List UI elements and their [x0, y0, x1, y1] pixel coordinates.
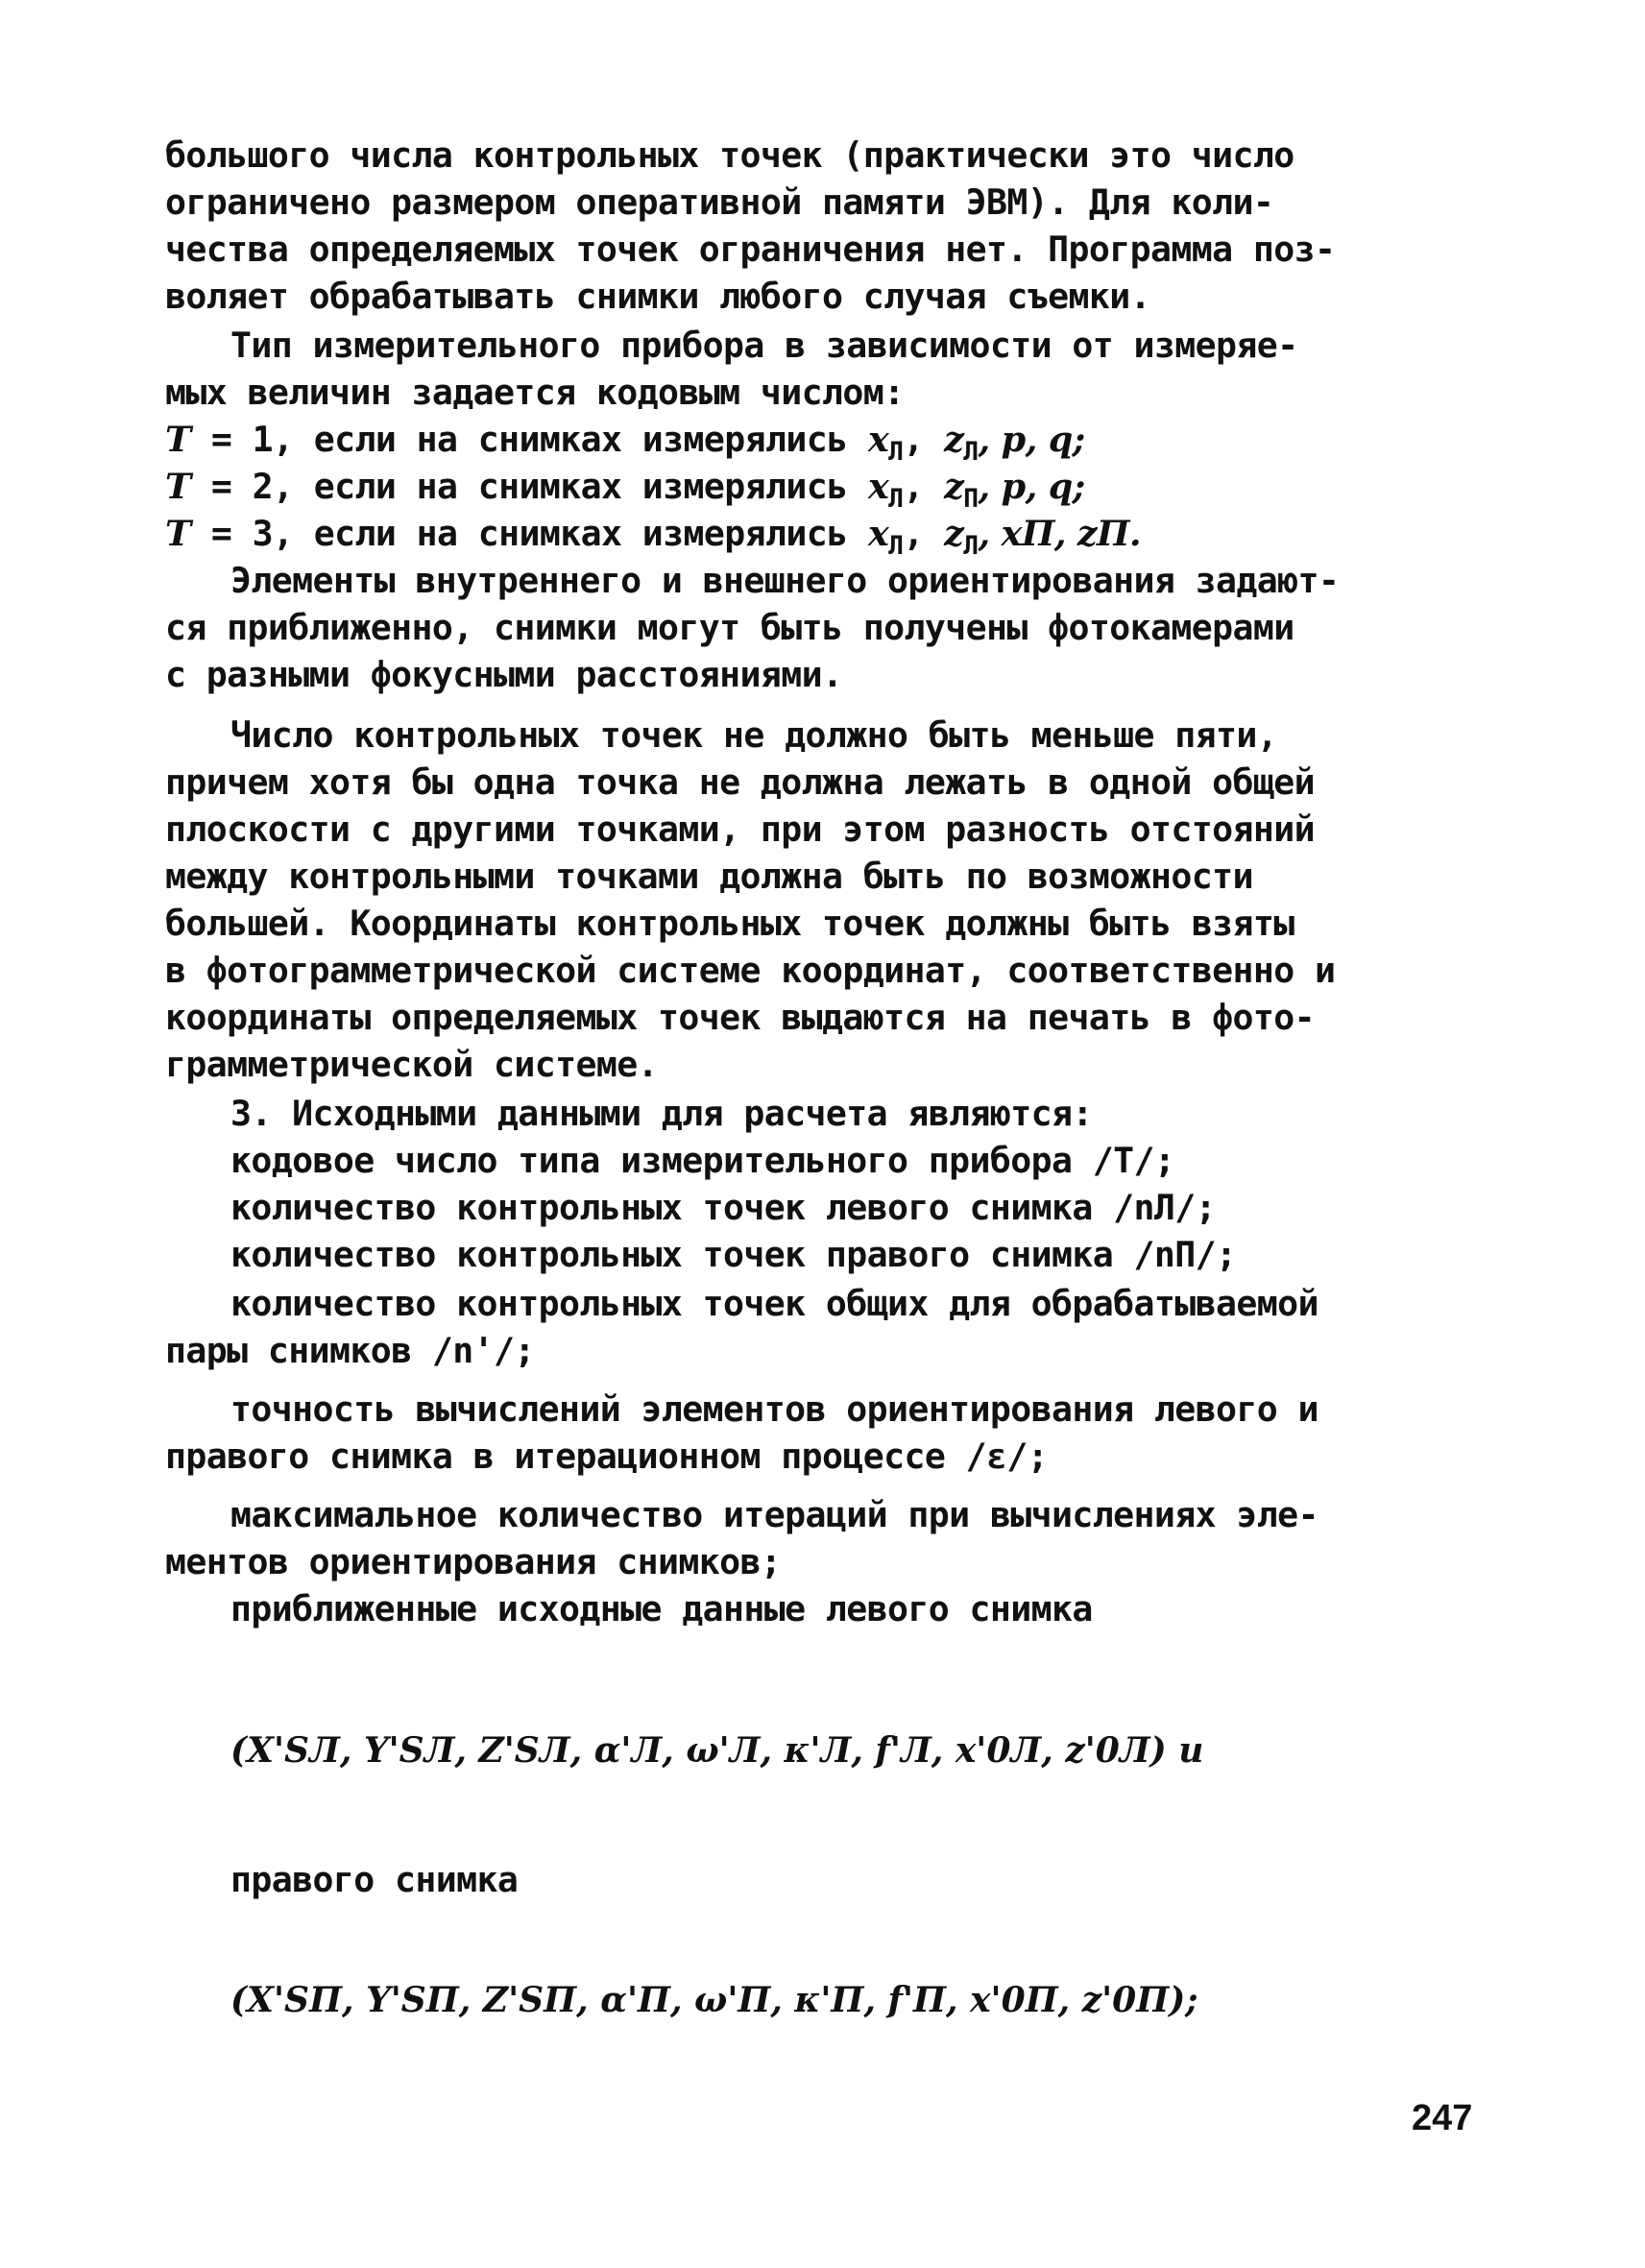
text-line: приближенные исходные данные левого снимка — [230, 1588, 1093, 1629]
text-line: большей. Координаты контрольных точек должны быть взяты — [165, 903, 1294, 944]
text-line: ментов ориентирования снимков; — [165, 1541, 782, 1582]
code-tail: , xП, zП. — [978, 513, 1142, 554]
code-tail: , p, q; — [978, 419, 1085, 460]
text-line: в фотограмметрической системе координат, соответственно и — [165, 950, 1336, 991]
code-sub: Л — [963, 532, 979, 562]
code-text: = 3, если на снимках измерялись — [190, 513, 868, 554]
text-line: координаты определяемых точек выдаются на печать в фото- — [165, 997, 1315, 1038]
code-line-3: T = 3, если на снимках измерялись $x_Л$, $z_Л$, xП, zП. — [165, 513, 1142, 562]
code-sub: Л — [888, 485, 904, 515]
text-line: мых величин задается кодовым числом: — [165, 372, 905, 413]
text-line: количество контрольных точек правого снимка /nП/; — [230, 1234, 1237, 1275]
code-var: T — [165, 466, 191, 507]
text-line: плоскости с другими точками, при этом разность отстояний — [165, 808, 1315, 850]
code-var: T — [165, 513, 191, 554]
page-number: 247 — [1412, 2098, 1473, 2138]
formula-left: (X'SЛ, Y'SЛ, Z'SЛ, α'Л, ω'Л, κ'Л, f'Л, x'0Л, z'0Л) и — [230, 1730, 1204, 1771]
text-line: Элементы внутреннего и внешнего ориентирования задают- — [230, 560, 1340, 601]
text-line: между контрольными точками должна быть по возможности — [165, 856, 1253, 897]
text-line: воляет обрабатывать снимки любого случая съемки. — [165, 276, 1150, 317]
text-line: ся приближенно, снимки могут быть получены фотокамерами — [165, 607, 1294, 648]
code-sub: Л — [963, 438, 979, 468]
text-line: максимальное количество итераций при вычислениях эле- — [230, 1494, 1318, 1535]
text-line: с разными фокусными расстояниями. — [165, 654, 843, 695]
text-line: кодовое число типа измерительного прибора /T/; — [230, 1140, 1175, 1181]
text-line: причем хотя бы одна точка не должна лежать в одной общей — [165, 761, 1315, 803]
formula-right: (X'SП, Y'SП, Z'SП, α'П, ω'П, κ'П, f'П, x'0П, z'0П); — [230, 1980, 1198, 2020]
code-text: = 2, если на снимках измерялись — [190, 466, 868, 507]
code-sub: Л — [888, 438, 904, 468]
text-line: правого снимка — [230, 1859, 519, 1900]
text-line: грамметрической системе. — [165, 1044, 658, 1085]
code-line-2: T = 2, если на снимках измерялись $x_Л$, $z_П$, p, q; — [165, 466, 1085, 515]
code-var: x — [867, 513, 889, 554]
code-tail: , p, q; — [978, 466, 1085, 507]
text-line: точность вычислений элементов ориентирования левого и — [230, 1388, 1318, 1430]
text-line: ограничено размером оперативной памяти ЭВМ). Для коли- — [165, 181, 1274, 223]
text-line: Тип измерительного прибора в зависимости от измеряе- — [230, 325, 1298, 366]
text-line: пары снимков /n'/; — [165, 1330, 535, 1371]
text-line: чества определяемых точек ограничения нет. Программа поз- — [165, 229, 1336, 270]
code-var: T — [165, 419, 191, 460]
text-line: правого снимка в итерационном процессе /ε/; — [165, 1436, 1049, 1477]
code-var: z — [944, 466, 964, 507]
code-text: = 1, если на снимках измерялись — [190, 419, 868, 460]
text-line: большого числа контрольных точек (практически это число — [165, 134, 1294, 176]
code-var: x — [867, 466, 889, 507]
code-sub: Л — [888, 532, 904, 562]
code-sub: П — [963, 485, 979, 515]
code-var: z — [944, 513, 964, 554]
code-line-1: T = 1, если на снимках измерялись $x_Л$, $z_Л$, p, q; — [165, 419, 1085, 468]
code-var: x — [867, 419, 889, 460]
code-var: z — [944, 419, 964, 460]
text-line: 3. Исходными данными для расчета являются: — [230, 1093, 1093, 1134]
text-line: количество контрольных точек общих для обрабатываемой — [230, 1283, 1318, 1324]
text-line: Число контрольных точек не должно быть меньше пяти, — [230, 714, 1278, 756]
text-line: количество контрольных точек левого снимка /nЛ/; — [230, 1187, 1216, 1228]
